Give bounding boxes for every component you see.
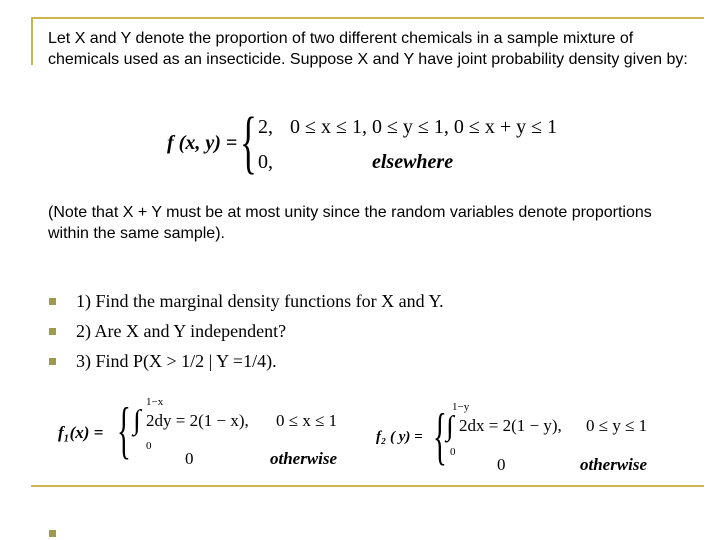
marginal-y-integrand: 2dx = 2(1 − y), [459, 416, 562, 435]
joint-density-brace: { [240, 104, 257, 181]
marginal-x-integrand: 2dy = 2(1 − x), [146, 411, 249, 430]
joint-case1-value: 2, [258, 116, 273, 138]
marginal-x-zero: 0 [185, 449, 194, 468]
frame-top-rule [31, 17, 704, 19]
marginal-x-brace: { [117, 394, 131, 465]
frame-left-rule [31, 17, 33, 65]
marginal-y-brace: { [433, 400, 447, 471]
marginal-x-condition: 0 ≤ x ≤ 1 [276, 411, 338, 430]
joint-density-lhs: f (x, y) = [167, 132, 238, 154]
joint-case2-condition: elsewhere [372, 151, 454, 173]
square-bullet-icon [49, 530, 56, 537]
marginal-x-otherwise: otherwise [270, 449, 338, 468]
marginal-y-lower-limit: 0 [450, 446, 456, 458]
marginal-x-lower-limit: 0 [146, 440, 152, 452]
square-bullet-icon [49, 298, 56, 305]
problem-note: (Note that X + Y must be at most unity since the random variables denote proportions within the same sample). [48, 204, 652, 242]
marginal-x-lhs: f₁(x) = [58, 423, 104, 442]
marginal-y-condition: 0 ≤ y ≤ 1 [586, 416, 648, 435]
joint-case2-value: 0, [258, 151, 273, 173]
square-bullet-icon [49, 328, 56, 335]
marginal-y-zero: 0 [497, 455, 506, 474]
problem-intro: Let X and Y denote the proportion of two different chemicals in a sample mixture of chemicals used as an insecticide. Suppose X and Y have joint probability density given by: [48, 30, 688, 68]
square-bullet-icon [49, 358, 56, 365]
question-item: 3) Find P(X > 1/2 | Y =1/4). [49, 346, 444, 376]
question-list [49, 286, 444, 376]
integral-sign-icon: ∫ [446, 411, 454, 442]
marginal-x-upper-limit: 1−x [146, 396, 164, 408]
marginal-y-upper-limit: 1−y [452, 401, 470, 413]
marginal-y-otherwise: otherwise [580, 455, 648, 474]
question-item: 2) Are X and Y independent? [49, 316, 444, 346]
question-item: 1) Find the marginal density functions for X and Y. [49, 286, 444, 316]
frame-bottom-rule [31, 485, 704, 487]
joint-case1-condition: 0 ≤ x ≤ 1, 0 ≤ y ≤ 1, 0 ≤ x + y ≤ 1 [290, 116, 558, 138]
integral-sign-icon: ∫ [133, 405, 141, 436]
marginal-y-lhs: f₂ ( y) = [376, 429, 423, 445]
